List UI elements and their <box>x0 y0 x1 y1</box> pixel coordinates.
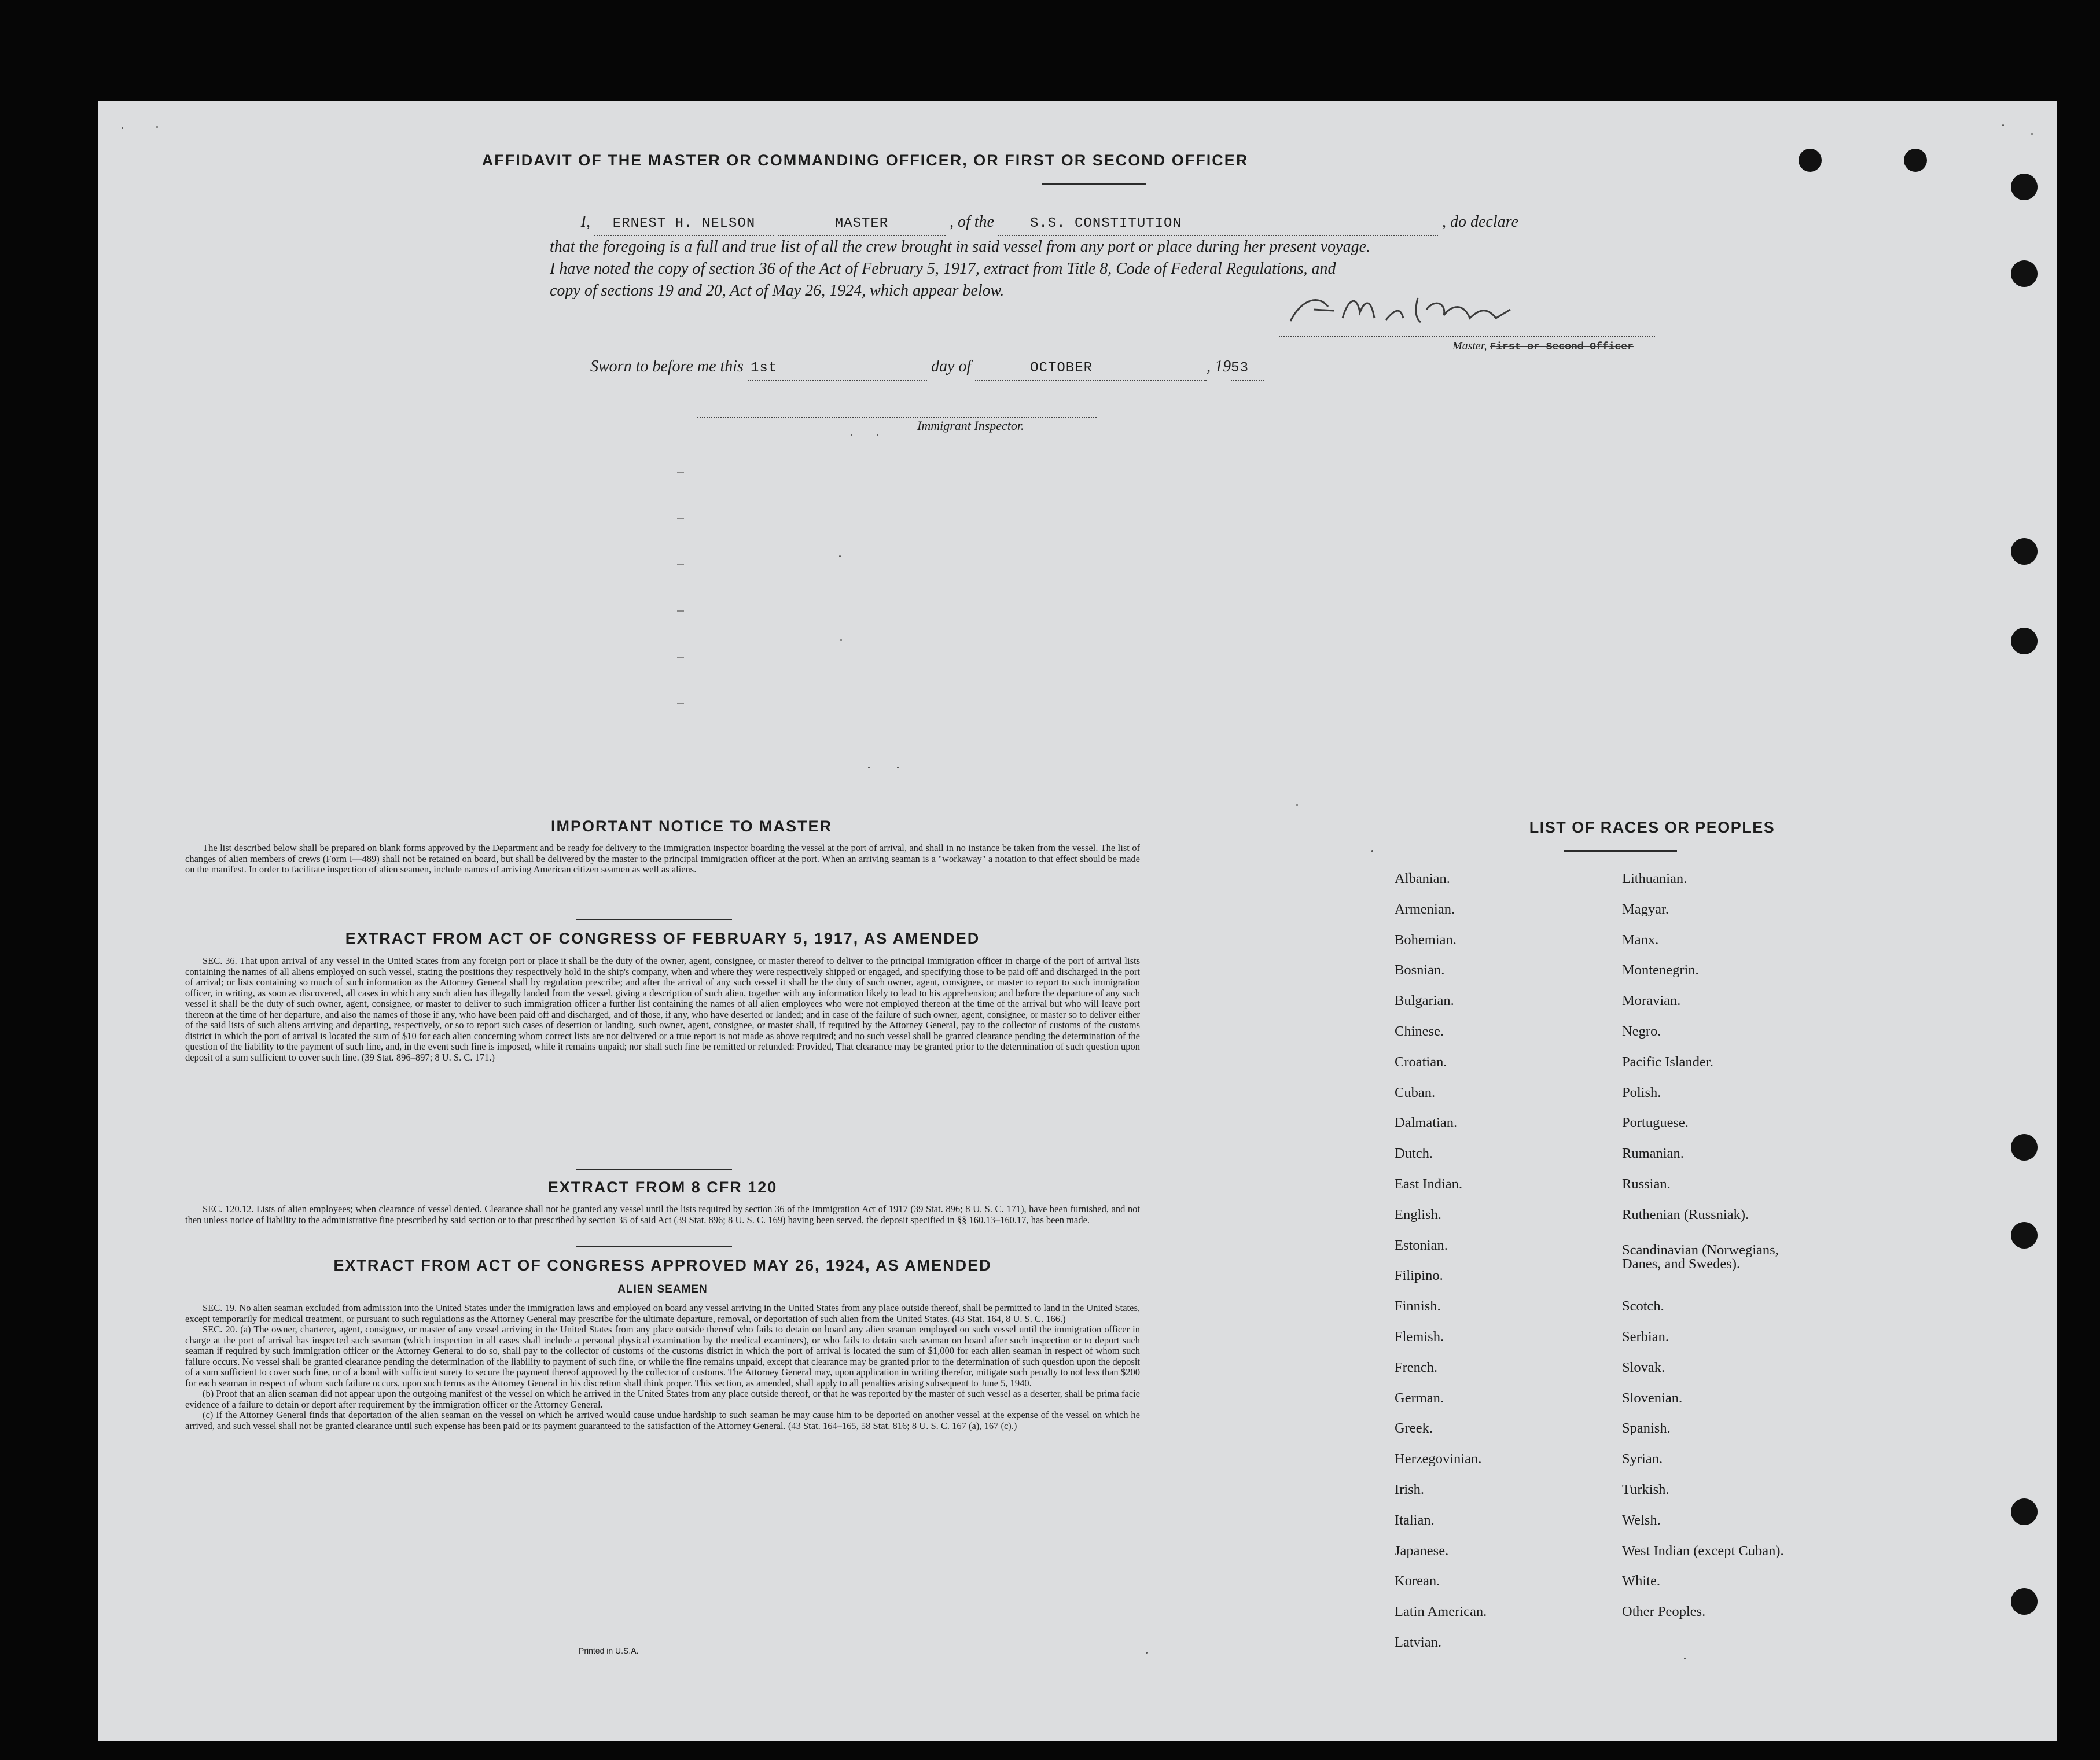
sworn-prefix: Sworn to before me this <box>590 358 744 375</box>
alien-seamen-subtitle: ALIEN SEAMEN <box>617 1283 708 1295</box>
cfr-text: SEC. 120.12. Lists of alien employees; when clearance of vessel denied. Clearance shall not be granted any vessel until the lists required by section 36 of the Immigration Act of 1917 (39 Stat. 896; 8 U. S. C. 171), have been furnished, and not then unless notice of liability to the administrative fine prescribed by said section or to that prescribed by section 35 of said Act (39 Stat. 896; 8 U. S. C. 169) having been served, the deposit specified in §§ 160.13–160.17, has been made. <box>185 1203 1140 1225</box>
race-item: Montenegrin. <box>1622 962 1699 978</box>
binder-hole <box>1904 149 1927 172</box>
sec20c-text: (c) If the Attorney General finds that deportation of the alien seaman on the vessel on which he arrived would cause undue hardship to such seaman he may cause him to be deported on another vessel at the expense of the vessel on which he arrived, and such vessel shall not be granted clearance until such expense has been paid or its payment guaranteed to the satisfaction of the Attorney General. (43 Stat. 164–165, 58 Stat. 816; 8 U. S. C. 167 (a), 167 (c).) <box>185 1409 1140 1431</box>
master-signature <box>1279 286 1649 333</box>
of-the-label: , of the <box>950 213 994 231</box>
race-item: Irish. <box>1395 1482 1425 1497</box>
binder-hole <box>2011 628 2038 654</box>
race-item: Negro. <box>1622 1023 1661 1039</box>
master-caption: Master, <box>1452 340 1487 352</box>
race-item: Herzegovinian. <box>1395 1451 1482 1467</box>
do-declare-label: , do declare <box>1442 213 1518 231</box>
printed-in-usa: Printed in U.S.A. <box>579 1646 639 1655</box>
race-item: Pacific Islander. <box>1622 1054 1713 1070</box>
extract-1924-body <box>185 1303 1140 1431</box>
race-item: White. <box>1622 1573 1660 1589</box>
race-item: Estonian. <box>1395 1237 1448 1253</box>
inspector-line <box>697 417 1097 418</box>
sworn-month: OCTOBER <box>1030 360 1093 376</box>
race-item: Bohemian. <box>1395 931 1457 948</box>
race-item: German. <box>1395 1390 1444 1406</box>
race-item: Portuguese. <box>1622 1115 1689 1131</box>
signature-caption <box>1452 340 1634 353</box>
race-item: Manx. <box>1622 931 1659 948</box>
race-item: West Indian (except Cuban). <box>1622 1542 1784 1559</box>
race-item: Croatian. <box>1395 1054 1447 1070</box>
document-page <box>98 101 2057 1741</box>
race-item: Welsh. <box>1622 1512 1661 1528</box>
race-item: Chinese. <box>1395 1023 1444 1039</box>
sworn-day: 1st <box>750 360 778 376</box>
sec20a-text: SEC. 20. (a) The owner, charterer, agent, consignee, or master of any vessel arriving in the United States from any place outside thereof who fails to detain on board any alien seaman employed on such vessel until the immigration officer in charge at the port of arrival has inspected such seaman (which inspection in all cases shall include a personal physical examination by the medical examiners), or who fails to detain such seaman on board after such inspection or to deport such seaman if required by such immigration officer or the Attorney General to do so, shall pay to the collector of customs of the customs district in which the port of arrival is located the sum of $1,000 for each alien seaman in respect of whom such failure occurs. No vessel shall be granted clearance pending the determination of the liability to payment of such fine, or while the fine remains unpaid, except that clearance may be granted prior to the determination of such question upon the deposit of a sum sufficient to cover such fine, or of a bond with sufficient surety to secure the payment thereof approved by the collector of customs. The Attorney General may, upon application in writing therefor, mitigate such penalty to not less than $200 for each seaman in respect of whom such failure occurs, upon such terms as the Attorney General in his discretion shall think proper. This section, as amended, shall apply to all penalties arising subsequent to June 5, 1940. <box>185 1324 1140 1389</box>
race-item: Italian. <box>1395 1512 1435 1528</box>
extract-1917-body <box>185 956 1140 1063</box>
race-item: Bulgarian. <box>1395 993 1454 1009</box>
binder-hole <box>2011 1498 2038 1525</box>
vessel-name: S.S. CONSTITUTION <box>1030 216 1182 231</box>
races-rule <box>1564 850 1677 852</box>
race-item: Lithuanian. <box>1622 871 1687 886</box>
binder-hole <box>2011 174 2038 200</box>
sworn-line <box>590 356 1264 381</box>
title-rule <box>1042 183 1146 185</box>
race-item: Dutch. <box>1395 1146 1433 1162</box>
race-item: Latvian. <box>1395 1634 1441 1650</box>
race-item: Flemish. <box>1395 1329 1444 1345</box>
sec20b-text: (b) Proof that an alien seaman did not appear upon the outgoing manifest of the vessel on which he arrived in the United States from any place outside thereof, or that he was reported by the master of such vessel as a deserter, shall be prima facie evidence of a failure to detain or deport after requirement by the immigration officer or the Attorney General. <box>185 1388 1140 1410</box>
notice-title: IMPORTANT NOTICE TO MASTER <box>551 818 832 835</box>
race-item: Cuban. <box>1395 1084 1436 1100</box>
race-item: Filipino. <box>1395 1268 1443 1284</box>
declaration-line-1 <box>550 211 1742 236</box>
master-name: ERNEST H. NELSON <box>612 216 756 231</box>
day-of-label: day of <box>931 358 972 375</box>
sec19-text: SEC. 19. No alien seaman excluded from admission into the United States under the immigration laws and employed on board any vessel arriving in the United States from any place outside thereof, shall be permitted to land in the United States, except temporarily for medical treatment, or pursuant to such regulations as the Attorney General may prescribe for the ultimate departure, removal, or deportation of such alien from the United States. (43 Stat. 164, 8 U. S. C. 166.) <box>185 1302 1140 1324</box>
declaration-line-2: that the foregoing is a full and true list of all the crew brought in said vessel from any port or place during her present voyage. <box>550 238 1371 256</box>
race-item: Scandinavian (Norwegians, Danes, and Swedes). <box>1622 1242 1779 1272</box>
inspector-caption: Immigrant Inspector. <box>917 418 1024 433</box>
struck-officer-caption: First or Second Officer <box>1490 341 1634 353</box>
declaration-line-4: copy of sections 19 and 20, Act of May 26, 1924, which appear below. <box>550 282 1005 300</box>
race-item: French. <box>1395 1359 1438 1375</box>
race-item: Spanish. <box>1622 1420 1671 1437</box>
cfr-rule <box>576 1246 732 1247</box>
race-item: Dalmatian. <box>1395 1115 1458 1131</box>
binder-hole <box>2011 1222 2038 1249</box>
race-item: Finnish. <box>1395 1298 1441 1315</box>
race-item: Serbian. <box>1622 1329 1669 1345</box>
binder-hole <box>2011 1134 2038 1161</box>
notice-rule <box>576 919 732 920</box>
race-item: Turkish. <box>1622 1482 1669 1497</box>
race-item: Albanian. <box>1395 871 1450 886</box>
race-item: Japanese. <box>1395 1542 1449 1559</box>
race-item: Korean. <box>1395 1573 1440 1589</box>
binder-hole <box>2011 1588 2038 1615</box>
signature-line <box>1279 336 1655 337</box>
race-item: Latin American. <box>1395 1604 1487 1620</box>
binder-hole <box>2011 538 2038 565</box>
race-item: Other Peoples. <box>1622 1604 1706 1620</box>
race-item: Armenian. <box>1395 901 1455 917</box>
i-label: I, <box>580 213 590 231</box>
extract-1924-title: EXTRACT FROM ACT OF CONGRESS APPROVED MAY 26, 1924, AS AMENDED <box>333 1257 992 1274</box>
extract-1917-rule <box>576 1169 732 1170</box>
extract-1917-text: SEC. 36. That upon arrival of any vessel in the United States from any foreign port or place it shall be the duty of the owner, agent, consignee, or master thereof to deliver to the principal immigration officer in charge of the port of arrival lists containing the names of all aliens employed on such vessel, stating the positions they respectively hold in the ship's company, when and where they were respectively shipped or engaged, and specifying those to be paid off and discharged in the port of arrival; or lists containing so much of such information as the Attorney General shall by regulation prescribe; and after the arrival of any such vessel it shall be the duty of such owner, agent, consignee, or master to report to such immigration officer, in writing, as soon as discovered, all cases in which any such alien has illegally landed from the vessel, giving a description of such alien, together with any information likely to lead to his apprehension; and before the departure of any such vessel it shall be the duty of such owner, agent, consignee, or master to deliver to such immigration officer a further list containing the names of all alien employees who were not employed thereon at the time of the arrival but who will leave port thereon at the time of her departure, and also the names of those if any, who have been paid off and discharged, and of those, if any, who have deserted or landed; and in case of the failure of such owner, agent, consignee, or master so to deliver either of the said lists of such aliens arriving and departing, respectively, or so to report such cases of desertion or landing, such owner, agent, consignee, or master shall, if required by the Attorney General, pay to the collector of customs of the customs district in which the port of arrival is located the sum of $10 for each alien concerning whom correct lists are not delivered or a true report is not made as above required; and no such vessel shall be granted clearance pending the determination of the question of the liability to the payment of such fine, and, in the event such fine is imposed, while it remains unpaid; nor shall such fine be remitted or refunded: Provided, That clearance may be granted prior to the determination of such question upon deposit of a sum sufficient to cover such fine. (39 Stat. 896–897; 8 U. S. C. 171.) <box>185 955 1140 1063</box>
race-item: Polish. <box>1622 1084 1661 1100</box>
affidavit-title: AFFIDAVIT OF THE MASTER OR COMMANDING OFFICER, OR FIRST OR SECOND OFFICER <box>481 152 1249 169</box>
race-item: Ruthenian (Russniak). <box>1622 1206 1749 1223</box>
sworn-year: 53 <box>1231 360 1249 376</box>
year-prefix: , 19 <box>1207 358 1231 375</box>
race-item: Bosnian. <box>1395 962 1445 978</box>
race-item: Slovenian. <box>1622 1390 1683 1406</box>
race-item: Greek. <box>1395 1420 1433 1437</box>
binder-hole <box>2011 260 2038 287</box>
race-item: Syrian. <box>1622 1451 1663 1467</box>
notice-text: The list described below shall be prepared on blank forms approved by the Department and be ready for delivery to the immigration inspector boarding the vessel at the port of arrival, and shall in no instance be taken from the vessel. The list of changes of alien members of crews (Form I—489) shall not be retained on board, but shall be delivered by the master to the principal immigration officer at the port. When an arriving seaman is a "workaway" a notation to that effect should be made on the manifest. In order to facilitate inspection of alien seamen, include names of arriving American citizen seamen as well as aliens. <box>185 842 1140 875</box>
declaration-line-3: I have noted the copy of section 36 of the Act of February 5, 1917, extract from Title 8, Code of Federal Regulations, and <box>550 260 1336 278</box>
race-item: Russian. <box>1622 1176 1671 1192</box>
races-title: LIST OF RACES OR PEOPLES <box>1529 819 1775 836</box>
race-item: Moravian. <box>1622 993 1681 1009</box>
race-item: Slovak. <box>1622 1359 1665 1375</box>
notice-body <box>185 843 1140 875</box>
race-item: English. <box>1395 1206 1441 1223</box>
cfr-body <box>185 1204 1140 1225</box>
master-rank: MASTER <box>834 216 889 231</box>
race-item: East Indian. <box>1395 1176 1463 1192</box>
extract-1917-title: EXTRACT FROM ACT OF CONGRESS OF FEBRUARY 5, 1917, AS AMENDED <box>345 930 980 947</box>
binder-hole <box>1799 149 1822 172</box>
cfr-title: EXTRACT FROM 8 CFR 120 <box>547 1179 778 1196</box>
race-item: Rumanian. <box>1622 1146 1684 1162</box>
race-item: Magyar. <box>1622 901 1669 917</box>
race-item: Scotch. <box>1622 1298 1664 1315</box>
